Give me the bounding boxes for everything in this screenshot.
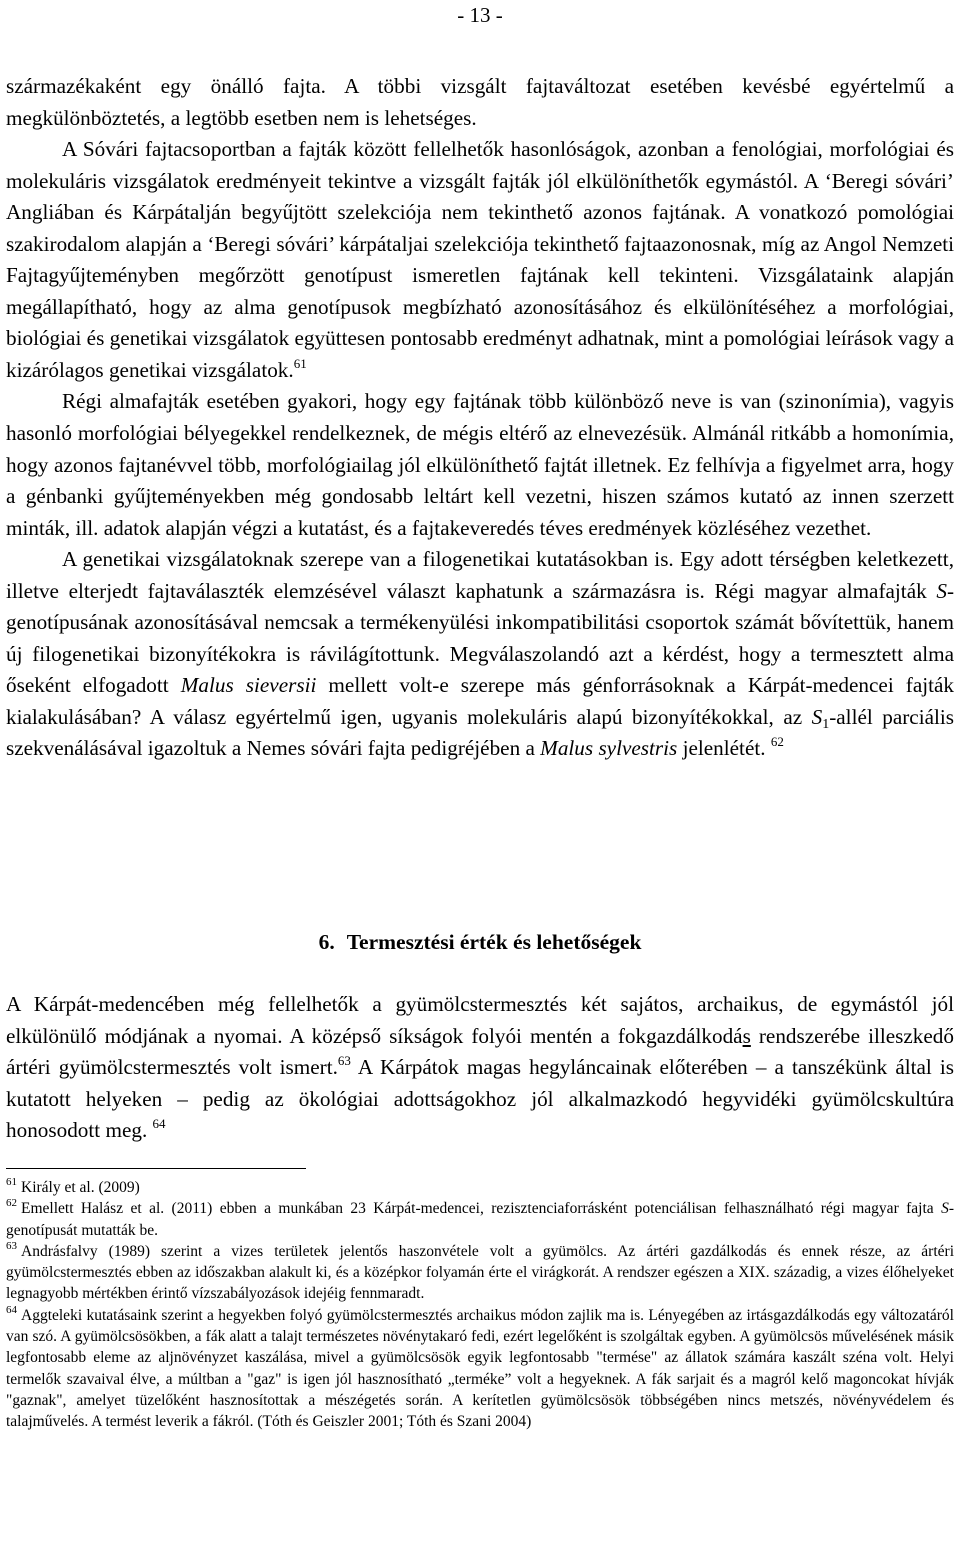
- subscript-1: 1: [822, 716, 830, 732]
- footnote-text: Király et al. (2009): [21, 1179, 140, 1196]
- text-span: A genetikai vizsgálatoknak szerepe van a filogenetikai kutatásokban is. Egy adott térségben keletkezett, illetve elterjedt fajtaválaszték elemzésével választ kaphatunk a származásra is. Régi magyar almafajták: [6, 547, 954, 603]
- species-malus-sylvestris: Malus sylvestris: [540, 736, 678, 761]
- footnote-number: 64: [6, 1303, 17, 1316]
- text-span: rendszerébe illeszkedő ártéri gyümölcstermesztés volt ismert.: [6, 1023, 954, 1080]
- footnote-text: Aggteleki kutatásaink szerint a hegyekben folyó gyümölcstermesztés archaikus módon zajlik ma is. Lényegében az irtásgazdálkodás egy változatáról van szó. A gyümölcsösökben, a fák alatt a talajt természetes növénytakaró fedi, ezért legelőként is szolgáltak egyben. A gyümölcsös művelésének másik legfontosabb eleme az aljnövényzet kaszálása, mivel a gyümölcsösök egyik legfontosabb "termése" az állatok számára kaszált széna volt. Helyi termelők szavaival élve, a múltban a "gaz" is igen jól hasznosítható „terméke” volt a hegyeknek. A fák sarjait és a magról kelő magoncokat hívják "gaznak", amelyet tüzelőként hasznosítottak a mészégetés során. A kerítetlen gyümölcsösök többségében nincs metszés, növényvédelem és talajművelés. A termést leverik a fákról. (Tóth és Geiszler 2001; Tóth és Szani 2004): [6, 1306, 954, 1431]
- paragraph-continuation: származékaként egy önálló fajta. A többi vizsgált fajtaváltozat esetében kevésbé egyértelmű a megkülönböztetés, a legtöbb esetben nem is lehetséges.: [6, 74, 954, 130]
- main-text: [6, 71, 954, 765]
- footnote-ref-61[interactable]: 61: [293, 355, 307, 371]
- paragraph-sovari-text: A Sóvári fajtacsoportban a fajták között fellelhetők hasonlóságok, azonban a fenológiai, morfológiai és molekuláris vizsgálatok eredményeit tekintve a vizsgált fajták jól elkülöníthetők egymástól. A ‘Beregi sóvári’ Angliában és Kárpátalján begyűjtött szelekciója nem tekinthető azonos fajtának. A vonatkozó pomológiai szakirodalom alapján a ‘Beregi sóvári’ kárpátaljai szelekciója tekinthető fajtaazonosnak, míg az Angol Nemzeti Fajtagyűjteményben megőrzött genotípust ismeretlen fajtának kell tekinteni. Vizsgálataink alapján megállapítható, hogy az alma genotípusok megbízható azonosításához és elkülönítéséhez a morfológiai, biológiai és genetikai vizsgálatok együttesen pontosabb eredményt adhatnak, mint a pomológiai leírások vagy a kizárólagos genetikai vizsgálatok.: [6, 137, 954, 382]
- footnote-64: [6, 1305, 954, 1433]
- footnotes: [6, 1177, 954, 1433]
- footnote-text: -genotípusát mutatták be.: [6, 1200, 954, 1239]
- footnote-number: 62: [6, 1197, 17, 1210]
- section-title: Termesztési érték és lehetőségek: [346, 930, 642, 954]
- footnote-ref-63[interactable]: 63: [337, 1053, 351, 1069]
- page-number: - 13 -: [457, 3, 503, 27]
- footnote-ref-62[interactable]: 62: [770, 734, 784, 750]
- footnote-62: [6, 1198, 954, 1241]
- section-body: [6, 989, 954, 1147]
- text-span: A Kárpátok magas hegyláncainak előterében – a tanszékünk által is kutatott helyeken – pedig az ökológiai adottságokhoz jól alkalmazkodó hegyvidéki gyümölcskultúra honosodott meg.: [6, 1055, 954, 1143]
- text-span: jelenlétét.: [677, 736, 766, 761]
- italic-s: S: [941, 1200, 949, 1218]
- text-span: mellett volt-e szerepe más génforrásoknak a Kárpát-medencei fajták kialakulásában? A válasz egyértelmű igen, ugyanis molekuláris alapú bizonyítékokkal, az: [6, 673, 954, 729]
- section-heading: [0, 928, 960, 956]
- paragraph-synonymy: Régi almafajták esetében gyakori, hogy egy fajtának több különböző neve is van (szinonímia), vagyis hasonló morfológiai bélyegekkel rendelkeznek, de mégis eltérő az elnevezésük. Almánál ritkább a homonímia, hogy azonos fajtanévvel több, morfológiailag jól elkülöníthető fajtát illetnek. Ez felhívja a figyelmet arra, hogy a génbanki gyűjteményekben még gondosabb leltárt kell vezetni, hiszen számos kutató az innen szerzett minták, ill. adatok alapján végzi a kutatást, és a fajtakeveredés téves eredmények közléséhez vezethet.: [6, 389, 954, 540]
- paragraph-fruit-growing: [6, 989, 954, 1147]
- italic-s1: S: [811, 704, 823, 729]
- footnote-number: 61: [6, 1176, 17, 1188]
- paragraph-phylogenetics: [6, 544, 954, 765]
- species-malus-sieversii: Malus sieversii: [180, 673, 317, 698]
- text-span: -allél parciális szekvenálásával igazoltuk a Nemes sóvári fajta pedigréjében a: [6, 704, 954, 761]
- footnote-text: Andrásfalvy (1989) szerint a vizes területek jelentős haszonvétele volt a gyümölcs. Az ártéri gazdálkodás és ennek része, az ártéri gyümölcstermesztés ebben az időszakban alakult ki, és a középkor folyamán érte el virágkorát. A rendszer egészen a XIX. századig, a vizes élőhelyeket legnagyobb mértékben érintő vízszabályozások idejéig fennmaradt.: [6, 1242, 954, 1303]
- paragraph-sovari: [6, 134, 954, 386]
- section-number: 6.: [318, 930, 335, 954]
- footnote-number: 63: [6, 1239, 17, 1252]
- italic-s: S: [936, 578, 947, 603]
- text-span: -genotípusának azonosításával nemcsak a termékenyülési inkompatibilitási csoportok számát bővítettük, hanem új filogenetikai bizonyítékokra is rávilágítottunk. Megválaszolandó azt a kérdést, hogy a termesztett alma őseként elfogadott: [6, 578, 954, 698]
- footnote-text: Emellett Halász et al. (2011) ebben a munkában 23 Kárpát-medencei, rezisztenciaforrásként potenciálisan felhasználható régi magyar fajta: [21, 1200, 942, 1218]
- underlined-letter: s: [742, 1023, 751, 1048]
- footnote-63: [6, 1241, 954, 1305]
- footnote-ref-64[interactable]: 64: [152, 1116, 166, 1132]
- footnote-61: [6, 1177, 954, 1198]
- text-span: A Kárpát-medencében még fellelhetők a gyümölcstermesztés két sajátos, archaikus, de egymástól jól elkülönülő módjának a nyomai. A középső síkságok folyói mentén a fokgazdálkodá: [6, 992, 954, 1048]
- footnote-separator: [6, 1168, 306, 1169]
